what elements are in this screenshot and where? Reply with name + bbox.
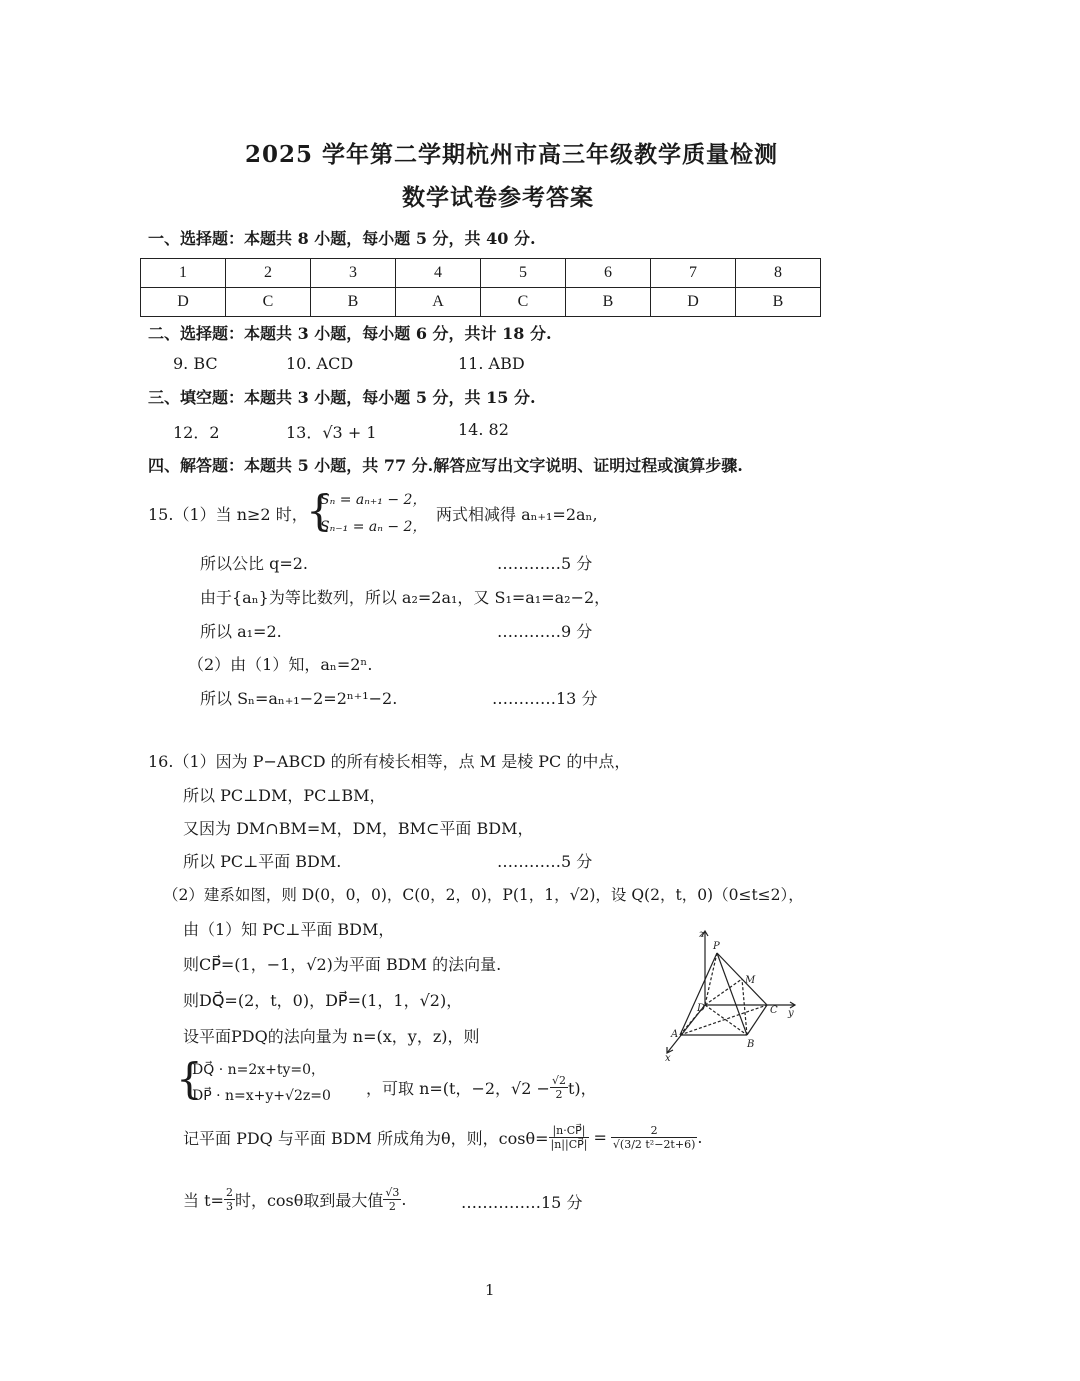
page-subtitle: 数学试卷参考答案 (402, 184, 594, 211)
section4-heading: 四、解答题：本题共 5 小题，共 77 分.解答应写出文字说明、证明过程或演算步骤. (148, 456, 743, 475)
answer-table (140, 258, 821, 317)
fraction (383, 1186, 401, 1213)
q16-line8: 则DQ⃗=(2，t，0)，DP⃗=(1，1，√2)， (183, 991, 463, 1010)
section3-heading: 三、填空题：本题共 3 小题，每小题 5 分，共 15 分. (148, 388, 536, 407)
q15-line1-prefix: 15.（1）当 n≥2 时， (148, 505, 308, 524)
table-cell: D (651, 288, 736, 317)
table-cell: B (736, 288, 821, 317)
label-D: D (697, 1003, 706, 1014)
section1-heading: 一、选择题：本题共 8 小题，每小题 5 分，共 40 分. (148, 229, 536, 248)
section2-heading: 二、选择题：本题共 3 小题，每小题 6 分，共计 18 分. (148, 324, 552, 343)
q15-score1: …………5 分 (497, 554, 593, 573)
q15-eq-top: Sₙ = aₙ₊₁ − 2， (320, 492, 427, 508)
q16-sys-suffix: ，可取 n=(t，−2，√2 − (366, 1079, 550, 1098)
pyramid-figure (655, 925, 805, 1065)
equals-sign: = (593, 1128, 607, 1147)
q16-line9: 设平面PDQ的法向量为 n=(x，y，z)，则 (183, 1027, 480, 1046)
q15-line6: 所以 Sₙ=aₙ₊₁−2=2ⁿ⁺¹−2. (200, 689, 398, 708)
q16-line10-prefix: 记平面 PDQ 与平面 BDM 所成角为θ，则，cosθ= (183, 1129, 549, 1148)
q16-line11-mid: 时，cosθ取到最大值 (234, 1191, 384, 1210)
frac-den: |n||CP⃗| (550, 1138, 588, 1151)
fraction (550, 1074, 568, 1101)
q15-line2: 所以公比 q=2. (200, 554, 309, 573)
q15-line1-suffix: 两式相减得 aₙ₊₁=2aₙ, (436, 505, 598, 524)
label-M: M (745, 975, 756, 986)
edge-PA (680, 953, 717, 1035)
table-cell: 4 (396, 259, 481, 288)
segment-DB (705, 1005, 747, 1035)
answer-12: 12．2 (173, 423, 220, 442)
frac-num: 2 (611, 1124, 697, 1138)
answer-10: 10. ACD (286, 354, 354, 373)
q16-score2: ……………15 分 (461, 1193, 583, 1212)
label-x: x (665, 1053, 671, 1064)
answer-14: 14. 82 (458, 420, 509, 439)
table-cell: 5 (481, 259, 566, 288)
q16-line2: 所以 PC⊥DM，PC⊥BM， (183, 786, 386, 805)
frac-num: |n·CP⃗| (549, 1124, 590, 1138)
q16-sys-bottom: DP⃗ · n=x+y+√2z=0 (192, 1088, 331, 1104)
table-row (141, 288, 821, 317)
q16-sys-result (366, 1074, 597, 1101)
q16-score1: …………5 分 (497, 852, 593, 871)
edge-BC (747, 1005, 767, 1035)
table-cell: 6 (566, 259, 651, 288)
label-B: B (747, 1039, 755, 1050)
frac-num: √2 (551, 1074, 566, 1087)
table-cell: B (566, 288, 651, 317)
table-cell: 2 (226, 259, 311, 288)
fraction (224, 1186, 235, 1213)
q16-line6: 由（1）知 PC⊥平面 BDM， (183, 920, 395, 939)
q16-line5: （2）建系如图，则 D(0，0，0)，C(0，2，0)，P(1，1，√2)，设 Q(2，t，0)（0≤t≤2）， (163, 886, 804, 904)
q16-line11-end: . (401, 1190, 407, 1209)
brace-icon: { (306, 486, 333, 535)
frac-num: √3 (385, 1186, 400, 1199)
q16-line11-prefix: 当 t= (183, 1191, 224, 1210)
label-P: P (713, 941, 720, 952)
q16-sys-end: t)， (567, 1079, 597, 1098)
q15-line4: 所以 a₁=2. (200, 622, 282, 641)
q15-line3: 由于{aₙ}为等比数列，所以 a₂=2a₁，又 S₁=a₁=a₂−2， (200, 588, 611, 607)
table-cell: D (141, 288, 226, 317)
q15-score3: …………13 分 (492, 689, 598, 708)
q16-line7: 则CP⃗=(1，−1，√2)为平面 BDM 的法向量. (183, 955, 502, 974)
answer-11: 11. ABD (458, 354, 525, 373)
q16-line11 (183, 1186, 407, 1213)
table-cell: 1 (141, 259, 226, 288)
q15-eq-bottom: Sₙ₋₁ = aₙ − 2， (320, 519, 427, 535)
q16-line10-end: . (697, 1128, 703, 1147)
q16-line4: 所以 PC⊥平面 BDM. (183, 852, 342, 871)
q16-sys-top: DQ⃗ · n=2x+ty=0， (192, 1062, 326, 1078)
edge-PB (717, 953, 747, 1035)
table-cell: C (481, 288, 566, 317)
q16-line1: 16.（1）因为 P−ABCD 的所有棱长相等，点 M 是棱 PC 的中点， (148, 752, 631, 771)
frac-den: 2 (555, 1088, 563, 1101)
frac-num: 2 (225, 1186, 233, 1199)
label-A: A (671, 1029, 679, 1040)
frac-den: √(3/2 t²−2t+6) (612, 1138, 696, 1151)
page-title: 2025 学年第二学期杭州市高三年级教学质量检测 (245, 141, 779, 168)
label-y: y (788, 1008, 794, 1019)
table-cell: 3 (311, 259, 396, 288)
table-row (141, 259, 821, 288)
fraction (549, 1124, 590, 1151)
frac-den: 3 (225, 1200, 233, 1213)
label-C: C (770, 1005, 778, 1016)
label-z: z (699, 929, 705, 940)
table-cell: C (226, 288, 311, 317)
table-cell: 8 (736, 259, 821, 288)
q16-line10 (183, 1124, 702, 1151)
q15-line5: （2）由（1）知，aₙ=2ⁿ. (188, 655, 373, 674)
fraction (611, 1124, 697, 1151)
answer-13: 13．√3 + 1 (286, 423, 377, 442)
table-cell: 7 (651, 259, 736, 288)
frac-den: 2 (388, 1200, 396, 1213)
answer-9: 9. BC (173, 354, 218, 373)
q16-line3: 又因为 DM∩BM=M，DM，BM⊂平面 BDM， (183, 819, 534, 838)
q15-score2: …………9 分 (497, 622, 593, 641)
page-number: 1 (485, 1281, 495, 1299)
table-cell: B (311, 288, 396, 317)
table-cell: A (396, 288, 481, 317)
brace-icon: { (176, 1054, 203, 1103)
